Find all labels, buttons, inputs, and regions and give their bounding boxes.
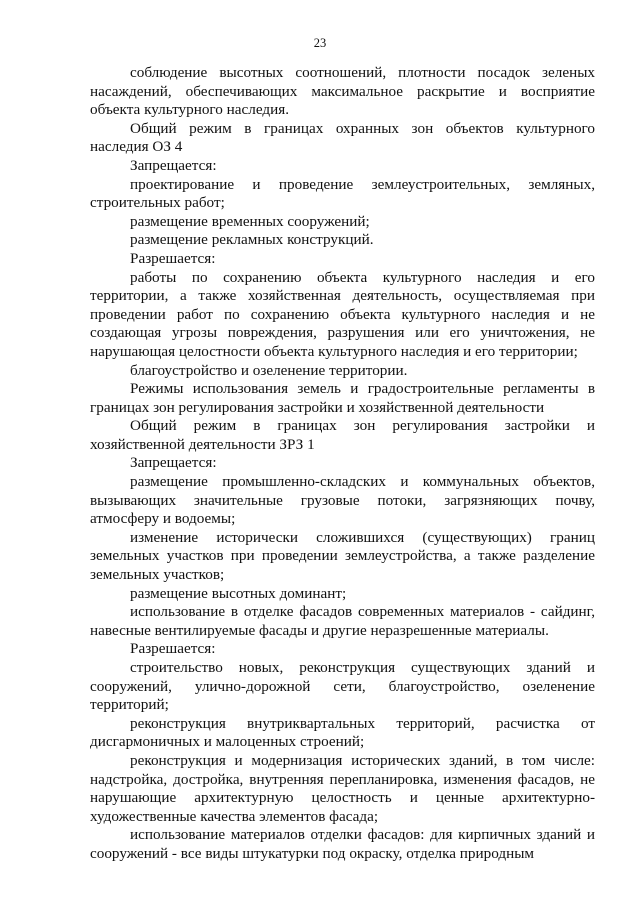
paragraph-9: благоустройство и озеленение территории.	[130, 361, 408, 379]
paragraph-15: размещение высотных доминант;	[130, 584, 347, 602]
paragraph-8: работы по сохранению объекта культурного наследия и его территории, а также хозяйственная деятельность, осуществляемая при проведении работ по сохранению объекта культурного наследия и не создающая угрозы повреждения, разрушения или его уничтожения, не нарушающая целостности объекта культурного наследия и его территории;	[90, 268, 595, 360]
paragraph-21: использование материалов отделки фасадов: для кирпичных зданий и сооружений - все виды штукатурки под окраску, отделка природным	[90, 826, 595, 862]
paragraph-18: строительство новых, реконструкция существующих зданий и сооружений, улично-дорожной сети, благоустройство, озеленение территорий;	[90, 659, 595, 714]
paragraph-11: Общий режим в границах зон регулирования застройки и хозяйственной деятельности ЗРЗ 1	[90, 417, 595, 453]
paragraph-13: размещение промышленно-складских и коммунальных объектов, вызывающих значительные грузовые потоки, загрязняющих почву, атмосферу и водоемы;	[90, 473, 595, 528]
page-number: 23	[313, 36, 327, 50]
paragraph-12: Запрещается:	[130, 454, 217, 472]
paragraph-19: реконструкция внутриквартальных территорий, расчистка от дисгармоничных и малоценных строений;	[90, 714, 595, 751]
paragraph-6: размещение рекламных конструкций.	[130, 231, 374, 249]
paragraph-5: размещение временных сооружений;	[130, 212, 370, 230]
paragraph-14: изменение исторически сложившихся (существующих) границ земельных участков при проведении землеустройства, а также разделение земельных участков;	[90, 528, 595, 584]
paragraph-4: проектирование и проведение землеустроительных, земляных, строительных работ;	[90, 175, 595, 212]
document-body	[90, 64, 595, 864]
paragraph-10: Режимы использования земель и градостроительные регламенты в границах зон регулирования застройки и хозяйственной деятельности	[90, 380, 595, 416]
paragraph-3: Запрещается:	[130, 156, 217, 174]
paragraph-1: соблюдение высотных соотношений, плотности посадок зеленых насаждений, обеспечивающих максимальное раскрытие и восприятие объекта культурного наследия.	[90, 64, 595, 119]
paragraph-2: Общий режим в границах охранных зон объектов культурного наследия ОЗ 4	[90, 119, 595, 156]
paragraph-16: использование в отделке фасадов современных материалов - сайдинг, навесные вентилируемые фасады и другие неразрешенные материалы.	[90, 603, 595, 639]
paragraph-20: реконструкция и модернизация исторических зданий, в том числе: надстройка, достройка, внутренняя перепланировка, изменения фасадов, не нарушающие архитектурную целостность и ценные архитектурно-художественные качества элементов фасада;	[90, 751, 595, 825]
paragraph-7: Разрешается:	[130, 249, 216, 267]
paragraph-17: Разрешается:	[130, 640, 216, 658]
